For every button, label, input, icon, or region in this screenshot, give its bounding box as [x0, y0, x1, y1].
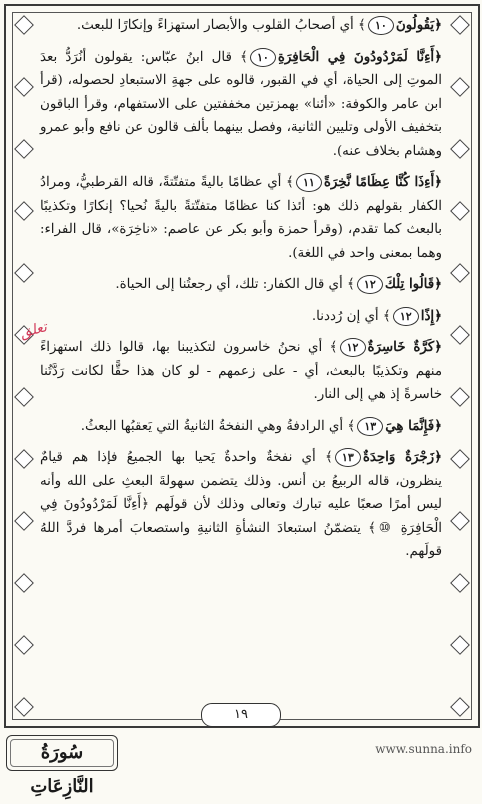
quran-verse: ﴿قَالُوا تِلْكَ	[384, 276, 442, 292]
watermark: www.sunna.info	[375, 742, 472, 756]
ayah-number-badge: ١٠	[250, 48, 276, 67]
ornament-icon	[450, 263, 470, 283]
ornament-icon	[450, 325, 470, 345]
ornament-icon	[14, 511, 34, 531]
ornament-icon	[450, 511, 470, 531]
ornament-icon	[14, 697, 34, 717]
ayah-number-badge: ١٢	[393, 307, 419, 326]
paragraph-text: ﴾ أي عظامًا باليةً متفتّتةً، قاله القرطبيُّ، ومرادُ الكفار بقولهم ذلك هو: أئذا كنا عظامًا متفتّتةً باليةً نُحيا؟ إنكارًا وتكذيبًا بالبعث كما تقدم، (وقرأ حمزة وأبو بكر عن عاصم: «ناخِرَة»، قال الفراء: وهما بمعنى واحد في اللغة).	[40, 175, 442, 261]
ayah-number-badge: ١٢	[340, 338, 366, 357]
ornament-icon	[450, 449, 470, 469]
commentary-paragraph	[40, 46, 442, 164]
quran-verse: ﴿فَإِنَّمَا هِيَ	[385, 417, 442, 434]
ornament-icon	[450, 387, 470, 407]
ornament-icon	[450, 77, 470, 97]
ornament-icon	[14, 573, 34, 593]
quran-verse: ﴿زَجْرَةٌ وَاحِدَةٌ	[362, 449, 442, 465]
surah-title-cartouche	[6, 735, 118, 797]
commentary-paragraph	[40, 415, 442, 439]
ornament-icon	[14, 15, 34, 35]
commentary-text	[40, 14, 442, 738]
ornament-icon	[450, 15, 470, 35]
commentary-paragraph	[40, 14, 442, 38]
quran-verse: ﴿يَقُولُونَ	[395, 17, 442, 33]
commentary-paragraph	[40, 305, 442, 329]
paragraph-text: ﴾ أي نحنُ خاسرون لتكذيبنا بها، قالوا ذلك استهزاءً منهم وتكذيبًا بالبعث، أي - على زعمهم - لو كان هذا حقًّا لكانت رَدَّتُنا خاسرةً إذ هي إلى النار.	[40, 340, 442, 402]
commentary-paragraph	[40, 171, 442, 265]
ornament-icon	[450, 139, 470, 159]
ayah-number-badge: ١٢	[357, 275, 383, 294]
surah-title: سُورَةُ النَّازِعَاتِ	[30, 742, 94, 797]
ornament-icon	[14, 201, 34, 221]
paragraph-text: ﴾ أي قال الكفار: تلك، أي رجعتُنا إلى الحياة.	[115, 277, 355, 292]
ornament-icon	[14, 139, 34, 159]
ayah-number-badge: ١٠	[368, 16, 394, 35]
quran-verse: ﴿أَءِذَا كُنَّا عِظَامًا نَّخِرَةً	[323, 174, 443, 190]
ayah-number-badge: ١٣	[335, 448, 361, 467]
ayah-number-badge: ١١	[296, 173, 322, 192]
quran-verse: ﴿أَءِنَّا لَمَرْدُودُونَ فِي الْحَافِرَةِ	[277, 48, 443, 65]
paragraph-text: ﴾ أي الرادفةُ وهي النفخةُ الثانيةُ التي يَعقبُها البعثُ.	[80, 418, 356, 434]
ornament-icon	[14, 635, 34, 655]
paragraph-text: ﴾ أي نفخةٌ واحدةٌ يَحيا بها الجميعُ فإذا هم قيامٌ ينظرون، قاله الربيعُ بن أنس. وذلك يتضمن سهولةَ البعثِ على الله وأنه ليس أمرًا صعبًا عليه تبارك وتعالى وذلك لأن قولَهم ﴿أَءِنَّا لَمَرْدُودُونَ فِي الْحَافِرَةِ ⑩﴾ يتضمّنُ استبعادَ النشأةِ الثانيةِ واستصعابَ أمرها فردَّ اللهُ قولَهم.	[40, 450, 442, 559]
ornament-icon	[14, 263, 34, 283]
ornament-icon	[450, 573, 470, 593]
ornament-icon	[14, 387, 34, 407]
commentary-paragraph	[40, 273, 442, 297]
ornament-icon	[450, 697, 470, 717]
quran-verse: ﴿إِذًا	[420, 307, 442, 324]
paragraph-text: ﴾ أي إن رُددنا.	[311, 308, 391, 324]
left-ornament-column	[15, 18, 33, 714]
paragraph-text: ﴾ أي أصحابُ القلوب والأبصار استهزاءً وإنكارًا للبعث.	[76, 18, 366, 33]
quran-verse: ﴿كَرَّةٌ خَاسِرَةٌ	[367, 339, 442, 355]
commentary-paragraph	[40, 336, 442, 407]
right-ornament-column	[451, 18, 469, 714]
ornament-icon	[14, 77, 34, 97]
page-number: ١٩	[201, 703, 281, 727]
ayah-number-badge: ١٣	[357, 417, 383, 436]
paragraph-text: ﴾ قال ابنُ عبّاس: يقولون أنُرَدُّ بعدَ الموتِ إلى الحياة، أي في القبور، قالوه على جهةِ الاستبعادِ لحصوله، (قرأ ابن عامر والكوفة: «أئنا» بهمزتين مخففتين على الاستفهام، وقرأ الباقون بتخفيف الأولى وتليين الثانية، وفصل بينهما بألف قالون عن نافع وأبو عمرو وهشام بخلاف عنه).	[40, 49, 442, 159]
ornament-icon	[450, 635, 470, 655]
ornament-icon	[14, 449, 34, 469]
commentary-paragraph	[40, 446, 442, 564]
ornament-icon	[450, 201, 470, 221]
handwritten-margin-note: تعلق	[18, 319, 49, 342]
